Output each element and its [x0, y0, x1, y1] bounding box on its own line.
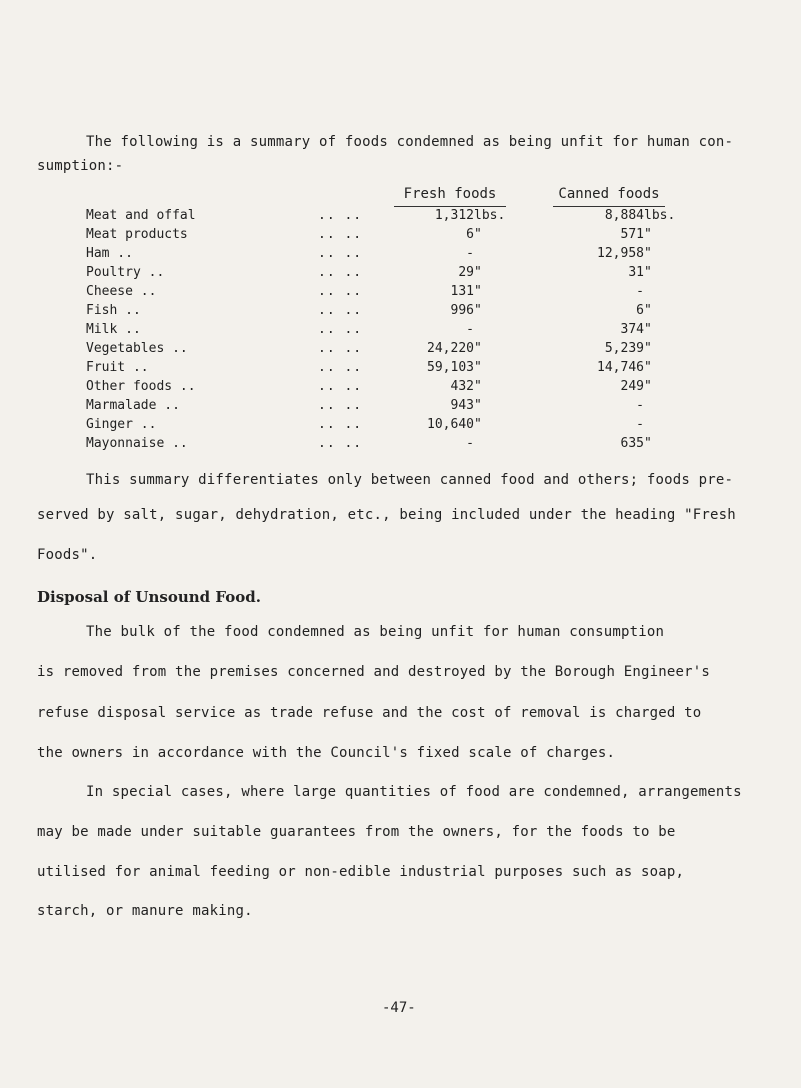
leader-dots: .. ..: [318, 341, 363, 356]
canned-unit: ": [644, 246, 652, 261]
intro-line-1: The following is a summary of foods condemned as being unfit for human con-: [86, 134, 734, 150]
fresh-unit: lbs.: [474, 208, 506, 223]
page-number: -47-: [382, 1000, 416, 1016]
fresh-quantity: -: [466, 322, 474, 337]
leader-dots: .. ..: [318, 303, 363, 318]
canned-quantity: 6: [636, 303, 644, 318]
summary-note-line-1: This summary differentiates only between canned food and others; foods pre-: [86, 472, 734, 488]
food-item-label: Ham ..: [86, 246, 133, 261]
fresh-quantity: 10,640: [427, 417, 474, 432]
summary-note-line-3: Foods".: [37, 547, 98, 563]
section-heading: Disposal of Unsound Food.: [37, 588, 261, 606]
fresh-unit: [474, 320, 524, 339]
fresh-unit: ": [474, 265, 482, 280]
condemned-foods-table: [86, 206, 684, 453]
canned-quantity: 8,884: [604, 208, 644, 223]
food-item-label: Ginger ..: [86, 417, 157, 432]
fresh-quantity: 29: [458, 265, 474, 280]
leader-dots: .. ..: [318, 322, 363, 337]
table-row: [86, 377, 684, 396]
fresh-foods-header: Fresh foods: [394, 186, 506, 207]
food-item-label: Other foods ..: [86, 379, 196, 394]
food-item-label: Fruit ..: [86, 360, 149, 375]
leader-dots: .. ..: [318, 246, 363, 261]
intro-line-2: sumption:-: [37, 158, 124, 174]
fresh-unit: ": [474, 417, 482, 432]
fresh-quantity: 24,220: [427, 341, 474, 356]
disposal-para2-line-4: starch, or manure making.: [37, 903, 253, 919]
canned-quantity: 249: [620, 379, 644, 394]
canned-quantity: -: [636, 417, 644, 432]
leader-dots: .. ..: [318, 265, 363, 280]
canned-quantity: 14,746: [597, 360, 644, 375]
canned-unit: [644, 396, 684, 415]
leader-dots: .. ..: [318, 436, 363, 451]
food-item-label: Fish ..: [86, 303, 141, 318]
food-item-label: Cheese ..: [86, 284, 157, 299]
table-row: [86, 301, 684, 320]
canned-unit: ": [644, 341, 652, 356]
food-item-label: Vegetables ..: [86, 341, 188, 356]
food-item-label: Mayonnaise ..: [86, 436, 188, 451]
food-item-label: Marmalade ..: [86, 398, 180, 413]
canned-quantity: 374: [620, 322, 644, 337]
fresh-unit: [474, 434, 524, 453]
canned-quantity: 12,958: [597, 246, 644, 261]
disposal-para1-line-2: is removed from the premises concerned and destroyed by the Borough Engineer's: [37, 664, 711, 680]
fresh-unit: ": [474, 303, 482, 318]
canned-quantity: -: [636, 398, 644, 413]
fresh-quantity: -: [466, 246, 474, 261]
leader-dots: .. ..: [318, 379, 363, 394]
disposal-para2-line-1: In special cases, where large quantities of food are condemned, arrangements: [86, 784, 742, 800]
fresh-quantity: 6: [466, 227, 474, 242]
leader-dots: .. ..: [318, 360, 363, 375]
disposal-para1-line-4: the owners in accordance with the Council's fixed scale of charges.: [37, 745, 616, 761]
disposal-para1-line-3: refuse disposal service as trade refuse and the cost of removal is charged to: [37, 705, 702, 721]
fresh-quantity: 1,312: [434, 208, 474, 223]
fresh-quantity: 131: [450, 284, 474, 299]
canned-unit: [644, 282, 684, 301]
fresh-unit: ": [474, 227, 482, 242]
table-row: [86, 282, 684, 301]
table-row: [86, 225, 684, 244]
table-row: [86, 206, 684, 225]
leader-dots: .. ..: [318, 227, 363, 242]
table-row: [86, 244, 684, 263]
food-item-label: Poultry ..: [86, 265, 165, 280]
fresh-unit: ": [474, 398, 482, 413]
table-row: [86, 320, 684, 339]
disposal-para1-line-1: The bulk of the food condemned as being unfit for human consumption: [86, 624, 665, 640]
canned-unit: ": [644, 322, 652, 337]
canned-quantity: 5,239: [604, 341, 644, 356]
leader-dots: .. ..: [318, 398, 363, 413]
disposal-para2-line-3: utilised for animal feeding or non-edible industrial purposes such as soap,: [37, 864, 685, 880]
table-row: [86, 339, 684, 358]
fresh-unit: ": [474, 341, 482, 356]
summary-note-line-2: served by salt, sugar, dehydration, etc., being included under the heading "Fresh: [37, 507, 736, 523]
canned-quantity: 635: [620, 436, 644, 451]
fresh-unit: ": [474, 284, 482, 299]
fresh-quantity: 59,103: [427, 360, 474, 375]
fresh-unit: [474, 244, 524, 263]
fresh-quantity: -: [466, 436, 474, 451]
table-row: [86, 415, 684, 434]
canned-unit: ": [644, 303, 652, 318]
food-item-label: Meat and offal: [86, 208, 196, 223]
leader-dots: .. ..: [318, 208, 363, 223]
canned-unit: lbs.: [644, 208, 676, 223]
canned-foods-header: Canned foods: [553, 186, 665, 207]
canned-quantity: 31: [628, 265, 644, 280]
table-row: [86, 396, 684, 415]
fresh-quantity: 943: [450, 398, 474, 413]
disposal-para2-line-2: may be made under suitable guarantees from the owners, for the foods to be: [37, 824, 676, 840]
leader-dots: .. ..: [318, 284, 363, 299]
fresh-unit: ": [474, 360, 482, 375]
canned-unit: ": [644, 227, 652, 242]
table-row: [86, 263, 684, 282]
leader-dots: .. ..: [318, 417, 363, 432]
table-row: [86, 358, 684, 377]
canned-unit: ": [644, 379, 652, 394]
food-item-label: Milk ..: [86, 322, 141, 337]
canned-unit: ": [644, 436, 652, 451]
canned-unit: [644, 415, 684, 434]
canned-unit: ": [644, 265, 652, 280]
food-item-label: Meat products: [86, 227, 188, 242]
canned-unit: ": [644, 360, 652, 375]
fresh-quantity: 432: [450, 379, 474, 394]
fresh-unit: ": [474, 379, 482, 394]
fresh-quantity: 996: [450, 303, 474, 318]
canned-quantity: 571: [620, 227, 644, 242]
table-row: [86, 434, 684, 453]
canned-quantity: -: [636, 284, 644, 299]
